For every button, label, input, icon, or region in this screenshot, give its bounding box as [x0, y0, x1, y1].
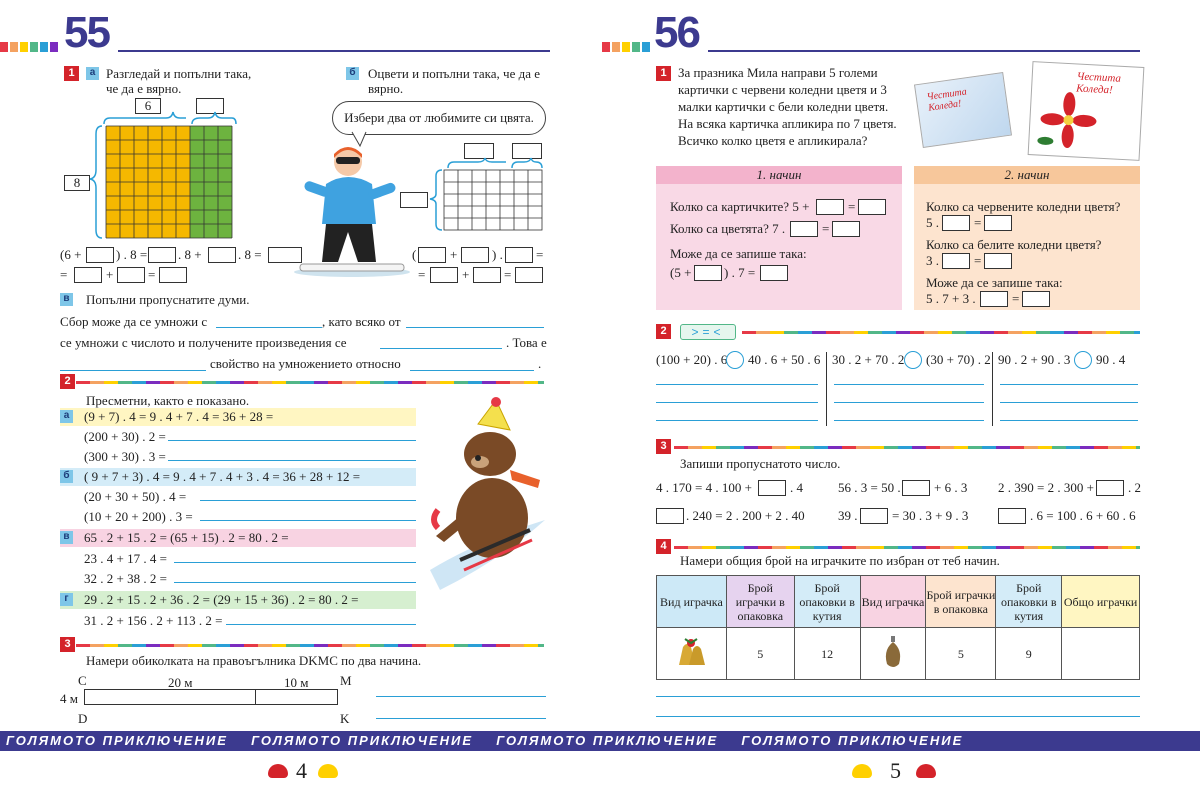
multiplication-grid — [96, 112, 241, 240]
th-pack-2: Брой играчки в опаковка — [926, 576, 996, 628]
footer-text-3: ГОЛЯМОТО ПРИКЛЮЧЕНИЕ — [496, 733, 719, 748]
task-2g-row1: 31 . 2 + 156 . 2 + 113 . 2 = — [84, 613, 223, 628]
m1-q4-box2[interactable] — [760, 265, 788, 281]
task-2v-example: 65 . 2 + 15 . 2 = (65 + 15) . 2 = 80 . 2 = — [84, 530, 289, 545]
r3-2b-right: = 30 . 3 + 9 . 3 — [892, 508, 969, 523]
m1-q2-box2[interactable] — [832, 221, 860, 237]
m1-q1-box1[interactable] — [816, 199, 844, 215]
task-1-number: 1 — [64, 66, 79, 81]
r3-2a-box[interactable] — [656, 508, 684, 524]
r2-line-3b[interactable] — [1000, 402, 1138, 403]
grid-side-label: 8 — [64, 175, 90, 191]
eq-1b-row2-eq: = — [418, 267, 426, 282]
ornament-icon — [881, 634, 905, 670]
eq-1a-row2-box2[interactable] — [117, 267, 145, 283]
header-line-right — [708, 46, 1140, 52]
m2-q1: Колко са червените коледни цветя? — [926, 199, 1121, 214]
compare-2a: 30 . 2 + 70 . 2 — [832, 352, 905, 367]
eq-1a-box2[interactable] — [148, 247, 176, 263]
m2-q4-box2[interactable] — [1022, 291, 1050, 307]
divider-r2 — [742, 331, 1140, 334]
task-r1-p2: картички с червени коледни цветя и 3 — [678, 82, 887, 97]
task-1v-text: Попълни пропуснатите думи. — [86, 292, 250, 307]
compare-signs: >=< — [680, 324, 736, 340]
r3-2a-text: . 240 = 2 . 200 + 2 . 40 — [686, 508, 805, 523]
vertex-c: C — [78, 673, 87, 688]
footer-text-2: ГОЛЯМОТО ПРИКЛЮЧЕНИЕ — [251, 733, 473, 748]
divider-r3 — [674, 446, 1140, 449]
method-1-title: 1. начин — [656, 166, 902, 184]
task-r1-p3: малки картички с бели коледни цветя. — [678, 99, 889, 114]
task-2b-letter: б — [60, 470, 73, 483]
grid-top-label: 6 — [135, 98, 161, 114]
eq-1b-close: ) . — [492, 247, 503, 262]
m2-q4a: 5 . 7 + 3 . — [926, 291, 976, 306]
task-r3-title: Запиши пропуснатото число. — [680, 456, 841, 471]
m2-q2-box1[interactable] — [942, 253, 970, 269]
eq-1a-row2-eq: = — [60, 267, 68, 282]
card-white-flowers — [914, 72, 1012, 148]
card-red-flowers — [1028, 61, 1145, 161]
r2-line-1a[interactable] — [656, 384, 818, 385]
card-red-text: Честита Коледа! — [1075, 70, 1122, 97]
eq-1a-row2-box3[interactable] — [159, 267, 187, 283]
vertex-m: M — [340, 673, 352, 688]
th-total: Общо играчки — [1062, 576, 1140, 628]
m2-q2: Колко са белите коледни цветя? — [926, 237, 1102, 252]
compare-1b: 40 . 6 + 50 . 6 — [748, 352, 821, 367]
task-2b-line2[interactable] — [200, 520, 416, 521]
m1-q2-box1[interactable] — [790, 221, 818, 237]
fill-sentence-2b: . Това е — [506, 335, 547, 350]
eq-1b-open: ( — [412, 247, 417, 262]
r2-line-3a[interactable] — [1000, 384, 1138, 385]
task-2b-example: ( 9 + 7 + 3) . 4 = 9 . 4 + 7 . 4 + 3 . 4 = 36 + 28 + 12 = — [84, 469, 361, 484]
eq-1b-row2-box1[interactable] — [430, 267, 458, 283]
header-line-left — [118, 46, 550, 52]
compare-1a: (100 + 20) . 6 — [656, 352, 728, 367]
r2-line-2c[interactable] — [834, 420, 984, 421]
vertex-d: D — [78, 711, 88, 726]
task-2a-line2[interactable] — [168, 460, 416, 461]
task-2g-example: 29 . 2 + 15 . 2 + 36 . 2 = (29 + 15 + 36) . 2 = 80 . 2 = — [84, 592, 359, 607]
eq-1b-row2-box3[interactable] — [515, 267, 543, 283]
bells-icon — [671, 635, 711, 669]
eq-1b-row2-eq2: = — [504, 267, 512, 282]
task-2v-line2[interactable] — [174, 582, 416, 583]
r3-2c-text: . 6 = 100 . 6 + 60 . 6 — [1030, 508, 1136, 523]
compare-2b: (30 + 70) . 2 — [926, 352, 991, 367]
r3-1b-right: + 6 . 3 — [934, 480, 968, 495]
task-2-number: 2 — [60, 374, 75, 389]
td-box-1: 12 — [794, 628, 860, 680]
task-r1-p1: За празника Мила направи 5 големи — [678, 65, 878, 80]
vertex-k: K — [340, 711, 350, 726]
m2-q3: Може да се запише така: — [926, 275, 1063, 290]
fill-line-5[interactable] — [410, 370, 534, 371]
eq-1b-plus: + — [450, 247, 458, 262]
m1-q4-box1[interactable] — [694, 265, 722, 281]
compare-3a: 90 . 2 + 90 . 3 — [998, 352, 1071, 367]
r2-line-3c[interactable] — [1000, 420, 1138, 421]
eq-1a-part1: (6 + — [60, 247, 82, 262]
compare-3b: 90 . 4 — [1096, 352, 1126, 367]
eq-1a-part3: . 8 + — [178, 247, 202, 262]
fill-line-2[interactable] — [406, 327, 544, 328]
toys-table-header — [657, 576, 1140, 628]
grid-b-top-box1[interactable] — [464, 143, 494, 159]
r3-1c-left: 2 . 390 = 2 . 300 + — [998, 480, 1094, 495]
eq-1a-part4: . 8 = — [238, 247, 262, 262]
th-type-1: Вид играчка — [657, 576, 727, 628]
m2-q1a: 5 . — [926, 215, 939, 230]
rectangle-divider — [255, 689, 256, 705]
m2-q1b: = — [974, 215, 982, 230]
fill-sentence-3-dot: . — [538, 356, 542, 371]
fill-sentence-3a: свойство на умножението относно — [210, 356, 401, 371]
fill-sentence-1a: Сбор може да се умножи с — [60, 314, 208, 329]
toys-table — [656, 575, 1140, 680]
fill-sentence-1b: , като всяко от — [322, 314, 401, 329]
td-bells — [657, 628, 727, 680]
r3-1a-box[interactable] — [758, 480, 786, 496]
eq-1b-eq: = — [536, 247, 544, 262]
task-2v-row1: 23 . 4 + 17 . 4 = — [84, 551, 167, 566]
task-r3-number: 3 — [656, 439, 671, 454]
task-2g-letter: г — [60, 593, 73, 606]
speech-bubble: Избери два от любимите си цвята. — [332, 101, 546, 135]
compare-sep-2 — [992, 352, 993, 426]
eq-1b-row2-box2[interactable] — [473, 267, 501, 283]
task-3-line1[interactable] — [376, 696, 546, 697]
r2-line-1c[interactable] — [656, 420, 818, 421]
fill-line-1[interactable] — [216, 327, 322, 328]
footer-page-5: 5 — [890, 758, 901, 783]
task-2a-letter: а — [60, 410, 73, 423]
fill-line-3[interactable] — [380, 348, 502, 349]
task-2v-letter: в — [60, 531, 73, 544]
r3-1b-left: 56 . 3 = 50 . — [838, 480, 901, 495]
task-r2-number: 2 — [656, 324, 671, 339]
r3-1a-right: . 4 — [790, 480, 803, 495]
td-box-2: 9 — [996, 628, 1062, 680]
task-1a-text: Разгледай и попълни така, — [106, 66, 252, 81]
r3-1c-right: . 2 — [1128, 480, 1141, 495]
eq-1a-row2-eq2: = — [148, 267, 156, 282]
th-box-2: Брой опаковки в кутия — [996, 576, 1062, 628]
task-2g-line1[interactable] — [226, 624, 416, 625]
empty-grid-to-color — [428, 158, 550, 234]
task-3-title: Намери обиколката на правоъгълника DKMC по два начина. — [86, 653, 422, 668]
fill-line-4[interactable] — [60, 370, 206, 371]
eq-1b-box1[interactable] — [418, 247, 446, 263]
bear-on-sled-image — [420, 400, 550, 600]
task-r4-title: Намери общия брой на играчките по избран от теб начин. — [680, 553, 1000, 568]
rectangle-dkmc — [84, 689, 338, 705]
m2-q2b: = — [974, 253, 982, 268]
task-2b-row1: (20 + 30 + 50) . 4 = — [84, 489, 187, 504]
th-pack-1: Брой играчки в опаковка — [726, 576, 794, 628]
r4-line-1[interactable] — [656, 696, 1140, 697]
m2-q2-box2[interactable] — [984, 253, 1012, 269]
task-2a-row2: (300 + 30) . 3 = — [84, 449, 166, 464]
method-1-panel — [656, 166, 902, 310]
task-2-title: Пресметни, както е показано. — [86, 393, 250, 408]
height-4m: 4 м — [60, 691, 78, 706]
m2-q4-box1[interactable] — [980, 291, 1008, 307]
task-r1-p4: На всяка картичка апликира по 7 цветя. — [678, 116, 897, 131]
footer-banner — [0, 731, 1200, 766]
task-1b-letter: б — [346, 67, 359, 80]
footer-text-1: ГОЛЯМОТО ПРИКЛЮЧЕНИЕ — [6, 733, 228, 748]
td-pack-2: 5 — [926, 628, 996, 680]
m1-q4b: ) . 7 = — [724, 265, 756, 280]
m2-q1-box2[interactable] — [984, 215, 1012, 231]
m1-q1-eq: = — [848, 199, 856, 214]
task-1v-letter: в — [60, 293, 73, 306]
m1-q1: Колко са картичките? 5 + — [670, 199, 810, 214]
page-number-56: 56 — [654, 8, 699, 57]
eq-1a-row2-box1[interactable] — [74, 267, 102, 283]
m1-q2-eq: = — [822, 221, 830, 236]
ladybug-icon-left — [268, 764, 288, 778]
grid-b-side-box[interactable] — [400, 192, 428, 208]
toys-table-row — [657, 628, 1140, 680]
length-20m: 20 м — [168, 675, 193, 690]
r3-2b-box[interactable] — [860, 508, 888, 524]
th-box-1: Брой опаковки в кутия — [794, 576, 860, 628]
task-3-number: 3 — [60, 637, 75, 652]
td-pack-1: 5 — [726, 628, 794, 680]
r2-line-1b[interactable] — [656, 402, 818, 403]
m1-q4a: (5 + — [670, 265, 692, 280]
eq-1a-row2-plus: + — [106, 267, 114, 282]
ladybug-icon-right — [916, 764, 936, 778]
r3-1a-left: 4 . 170 = 4 . 100 + — [656, 480, 752, 495]
compare-1-circle[interactable] — [726, 351, 744, 369]
task-1b-text-2: вярно. — [368, 81, 404, 96]
footer-page-4: 4 — [296, 758, 307, 783]
m2-q1-box1[interactable] — [942, 215, 970, 231]
compare-3-circle[interactable] — [1074, 351, 1092, 369]
compare-2-circle[interactable] — [904, 351, 922, 369]
method-2-title: 2. начин — [914, 166, 1140, 184]
r3-1b-box[interactable] — [902, 480, 930, 496]
td-ornament — [860, 628, 926, 680]
grid-b-top-box2[interactable] — [512, 143, 542, 159]
eq-1b-row2-plus: + — [462, 267, 470, 282]
task-2a-line1[interactable] — [168, 440, 416, 441]
task-1a-letter: а — [86, 67, 99, 80]
task-2v-line1[interactable] — [174, 562, 416, 563]
m1-q2: Колко са цветята? 7 . — [670, 221, 786, 236]
eq-1b-box2[interactable] — [461, 247, 489, 263]
task-2b-line1[interactable] — [200, 500, 416, 501]
bee-icon-right — [852, 764, 872, 778]
eq-1a-box1[interactable] — [86, 247, 114, 263]
td-total[interactable] — [1062, 628, 1140, 680]
eq-1a-part2: ) . 8 = — [116, 247, 148, 262]
divider-2 — [76, 381, 544, 384]
task-r4-number: 4 — [656, 539, 671, 554]
compare-sep-1 — [826, 352, 827, 426]
m2-q4b: = — [1012, 291, 1020, 306]
task-2b-row2: (10 + 20 + 200) . 3 = — [84, 509, 193, 524]
poinsettia-icon — [1037, 89, 1100, 154]
m1-q1-box2[interactable] — [858, 199, 886, 215]
r2-line-2b[interactable] — [834, 402, 984, 403]
divider-r4 — [674, 546, 1140, 549]
r3-1c-box[interactable] — [1096, 480, 1124, 496]
footer-text-4: ГОЛЯМОТО ПРИКЛЮЧЕНИЕ — [741, 733, 964, 748]
footer-text-5: ГОЛЯМОТО ПРИКЛЮЧЕНИЕ — [6, 751, 228, 766]
m1-q3: Може да се запише така: — [670, 246, 807, 261]
task-1b-text: Оцвети и попълни така, че да е — [368, 66, 541, 81]
length-10m: 10 м — [284, 675, 309, 690]
bee-icon-left — [318, 764, 338, 778]
task-r1-p5: Всичко колко цветя е апликирала? — [678, 133, 868, 148]
r2-line-2a[interactable] — [834, 384, 984, 385]
fill-sentence-2a: се умножи с числото и получените произведения се — [60, 335, 347, 350]
eq-1a-box3[interactable] — [208, 247, 236, 263]
r4-line-2[interactable] — [656, 716, 1140, 717]
eq-1b-box3[interactable] — [505, 247, 533, 263]
r3-2b-left: 39 . — [838, 508, 858, 523]
task-2v-row2: 32 . 2 + 38 . 2 = — [84, 571, 167, 586]
r3-2c-box[interactable] — [998, 508, 1026, 524]
card-white-text: Честита Коледа! — [926, 86, 968, 114]
task-2a-example: (9 + 7) . 4 = 9 . 4 + 7 . 4 = 36 + 28 = — [84, 409, 274, 424]
task-1a-text-2: че да е вярно. — [106, 81, 182, 96]
page-number-55: 55 — [64, 8, 109, 57]
task-r1-number: 1 — [656, 66, 671, 81]
divider-3 — [76, 644, 544, 647]
task-2a-row1: (200 + 30) . 2 = — [84, 429, 166, 444]
color-stripes-right — [602, 42, 652, 52]
th-type-2: Вид играчка — [860, 576, 926, 628]
snowboarder-boy-image — [292, 140, 412, 280]
task-3-line2[interactable] — [376, 718, 546, 719]
color-stripes-left — [0, 42, 60, 52]
m2-q2a: 3 . — [926, 253, 939, 268]
